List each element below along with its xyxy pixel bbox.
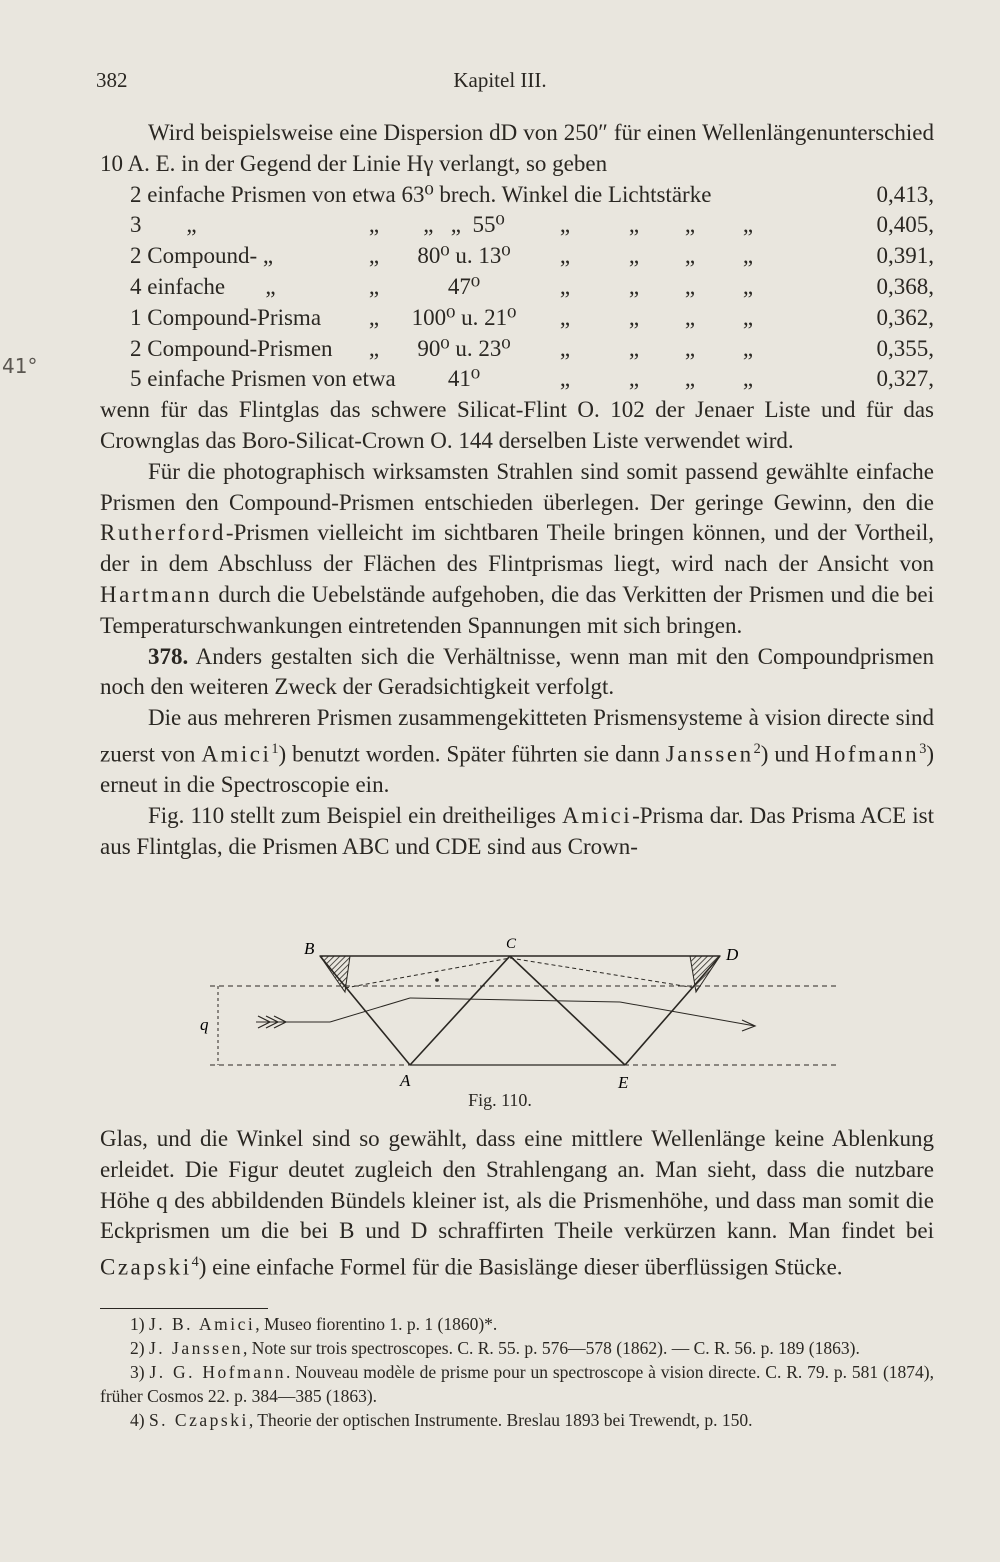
author-name: Czapski <box>100 1254 192 1280</box>
author-name: Amici <box>201 741 272 767</box>
paragraph-5: Die aus mehreren Prismen zusammengekitteten Prismensysteme à vision directe sind zuerst von Amici$^1$) benutzt worden. Später führten sie dann Janssen$^2$) und Hofmann$^3$) erneut in die Spectroscopie ein. <box>100 705 934 798</box>
table-cell-value: 0,405, <box>876 212 934 238</box>
table-cell: 1 Compound-Prisma <box>130 304 322 330</box>
table-cell: „ <box>368 243 380 269</box>
table-cell: „ <box>684 366 696 392</box>
table-cell: „ <box>742 212 754 238</box>
table-cell: „ <box>559 304 571 330</box>
table-cell: „ <box>559 243 571 269</box>
footnote: 3) J. G. Hofmann. Nouveau modèle de prisme pour un spectroscope à vision directe. C. R. 79. p. 581 (1874), früher Cosmos 22. p. 384—385 (1863). <box>100 1362 935 1406</box>
emergent-ray-arrow <box>742 1020 755 1031</box>
table-cell: „ <box>684 212 696 238</box>
table-cell: 5 einfache Prismen von etwa <box>130 366 396 392</box>
prism-edge-CE <box>510 956 625 1065</box>
footnote: 4) S. Czapski, Theorie der optischen Instrumente. Breslau 1893 bei Trewendt, p. 150. <box>130 1410 753 1430</box>
table-row <box>100 334 934 365</box>
paragraph-1: Wird beispielsweise eine Dispersion dD von 250″ für einen Wellenlängenunterschied 10 A. E. in der Gegend der Linie Hγ verlangt, so geben <box>100 120 934 176</box>
table-cell: 2 Compound-Prismen <box>130 335 333 361</box>
paragraph-2: wenn für das Flintglas das schwere Silicat-Flint O. 102 der Jenaer Liste und für das Crownglas das Boro-Silicat-Crown O. 144 derselben Liste verwendet wird. <box>100 397 934 453</box>
table-cell: 41⁰ <box>447 366 481 392</box>
footnotes <box>100 1312 934 1432</box>
prism-table <box>100 180 934 396</box>
table-cell: „ <box>742 366 754 392</box>
table-cell: „ <box>628 335 640 361</box>
table-cell: „ <box>628 304 640 330</box>
table-cell: 2 einfache Prismen von etwa 63⁰ brech. Winkel die Lichtstärke <box>130 181 712 207</box>
table-cell: 80⁰ u. 13⁰ <box>417 243 511 269</box>
table-cell: „ <box>742 273 754 299</box>
footnote-ref: 3 <box>919 740 927 757</box>
table-cell-value: 0,362, <box>876 304 934 330</box>
label-q: q <box>200 1015 209 1034</box>
figure-110-amici-prism <box>190 930 860 1110</box>
dot-mark <box>435 978 439 982</box>
emergent-ray <box>620 1002 755 1026</box>
table-cell: „ <box>559 335 571 361</box>
table-cell: „ <box>742 304 754 330</box>
footnote-ref: 2 <box>753 740 761 757</box>
table-cell: „ <box>628 273 640 299</box>
table-cell: 4 einfache „ <box>130 273 276 299</box>
paragraph-6: Fig. 110 stellt zum Beispiel ein dreitheiliges Amici-Prisma dar. Das Prisma ACE ist aus Flintglas, die Prismen ABC und CDE sind aus Crown- <box>100 803 934 859</box>
label-B: B <box>304 939 315 958</box>
table-cell: 47⁰ <box>447 273 481 299</box>
table-cell-value: 0,413, <box>876 181 934 207</box>
page-number: 382 <box>96 68 128 92</box>
table-cell: 100⁰ u. 21⁰ <box>411 304 517 330</box>
table-row <box>100 272 934 303</box>
hatch-corner-B <box>320 956 350 992</box>
section-number: 378. <box>148 643 189 669</box>
paragraph-7: Glas, und die Winkel sind so gewählt, dass eine mittlere Wellenlänge keine Ablenkung erleidet. Die Figur deutet zugleich den Strahlengang an. Man sieht, dass die nutzbare Höhe q des abbildenden Bündels kleiner ist, als die Prismenhöhe, und dass man somit die Eckprismen um die bei B und D schraffirten Theile verkürzen kann. Man findet bei Czapski$^4$) eine einfache Formel für die Basislänge dieser überflüssigen Stücke. <box>100 1126 934 1280</box>
table-cell: „ <box>559 212 571 238</box>
hatch-corner-D <box>690 956 720 992</box>
table-cell: „ <box>684 273 696 299</box>
handwritten-margin-note: 41° <box>2 354 38 378</box>
author-name: Rutherford <box>100 520 226 546</box>
footnote-divider <box>100 1308 268 1309</box>
prism-edge-AC <box>410 956 510 1065</box>
footnote: 2) J. Janssen, Note sur trois spectroscopes. C. R. 55. p. 576—578 (1862). — C. R. 56. p. 189 (1863). <box>130 1338 860 1358</box>
table-cell: „ <box>742 243 754 269</box>
table-cell: „ <box>368 304 380 330</box>
figure-caption: Fig. 110. <box>468 1090 532 1110</box>
table-row <box>100 210 934 241</box>
table-row <box>100 303 934 334</box>
table-cell: „ <box>368 335 380 361</box>
table-cell: „ <box>559 366 571 392</box>
paragraph-3: Für die photographisch wirksamsten Strahlen sind somit passend gewählte einfache Prismen den Compound-Prismen entschieden überlegen. Der geringe Gewinn, den die Rutherford-Prismen vielleicht im sichtbaren Theile bringen können, und der Vortheil, der in dem Abschluss der Flächen des Flintprismas liegt, wird nach der Ansicht von Hartmann durch die Uebelstände aufgehoben, die das Verkitten der Prismen und die bei Temperaturschwankungen eintretenden Spannungen mit sich bringen. <box>100 458 934 638</box>
ray-segment-2 <box>410 998 620 1002</box>
table-cell: 90⁰ u. 23⁰ <box>417 335 511 361</box>
chapter-title: Kapitel III. <box>453 68 547 92</box>
table-cell: „ <box>628 366 640 392</box>
table-cell-value: 0,368, <box>876 273 934 299</box>
table-cell: „ <box>368 212 380 238</box>
table-row <box>100 180 934 211</box>
table-cell: „ <box>742 335 754 361</box>
label-D: D <box>726 945 739 964</box>
table-cell: „ <box>368 273 380 299</box>
table-cell: „ <box>684 304 696 330</box>
label-A: A <box>400 1071 411 1090</box>
author-name: Hofmann <box>814 741 920 767</box>
table-cell-value: 0,327, <box>876 366 934 392</box>
text-block-lower <box>100 1124 934 1284</box>
table-cell: „ <box>628 212 640 238</box>
text-block-upper <box>100 118 934 863</box>
label-E: E <box>618 1073 629 1092</box>
ray-segment-1 <box>330 998 410 1022</box>
running-header <box>96 68 904 98</box>
author-name: Janssen <box>665 741 754 767</box>
table-cell-value: 0,355, <box>876 335 934 361</box>
table-cell: 2 Compound- „ <box>130 243 274 269</box>
table-row <box>100 241 934 272</box>
author-name: Hartmann <box>100 581 212 607</box>
author-name: Amici <box>562 803 633 829</box>
table-cell: 3 „ <box>130 212 197 238</box>
table-cell: „ „ 55⁰ <box>423 212 505 238</box>
table-row <box>100 364 934 395</box>
footnote: 1) J. B. Amici, Museo fiorentino 1. p. 1 (1860)*. <box>130 1314 498 1334</box>
table-cell-value: 0,391, <box>876 243 934 269</box>
table-cell: „ <box>559 273 571 299</box>
paragraph-4: 378. Anders gestalten sich die Verhältnisse, wenn man mit den Compoundprismen noch den weiteren Zweck der Geradsichtigkeit verfolgt. <box>100 643 934 700</box>
table-cell: „ <box>628 243 640 269</box>
table-cell: „ <box>684 243 696 269</box>
table-cell: „ <box>684 335 696 361</box>
label-C: C <box>506 936 517 952</box>
footnote-ref: 1 <box>271 740 279 757</box>
footnote-ref: 4 <box>191 1254 199 1271</box>
